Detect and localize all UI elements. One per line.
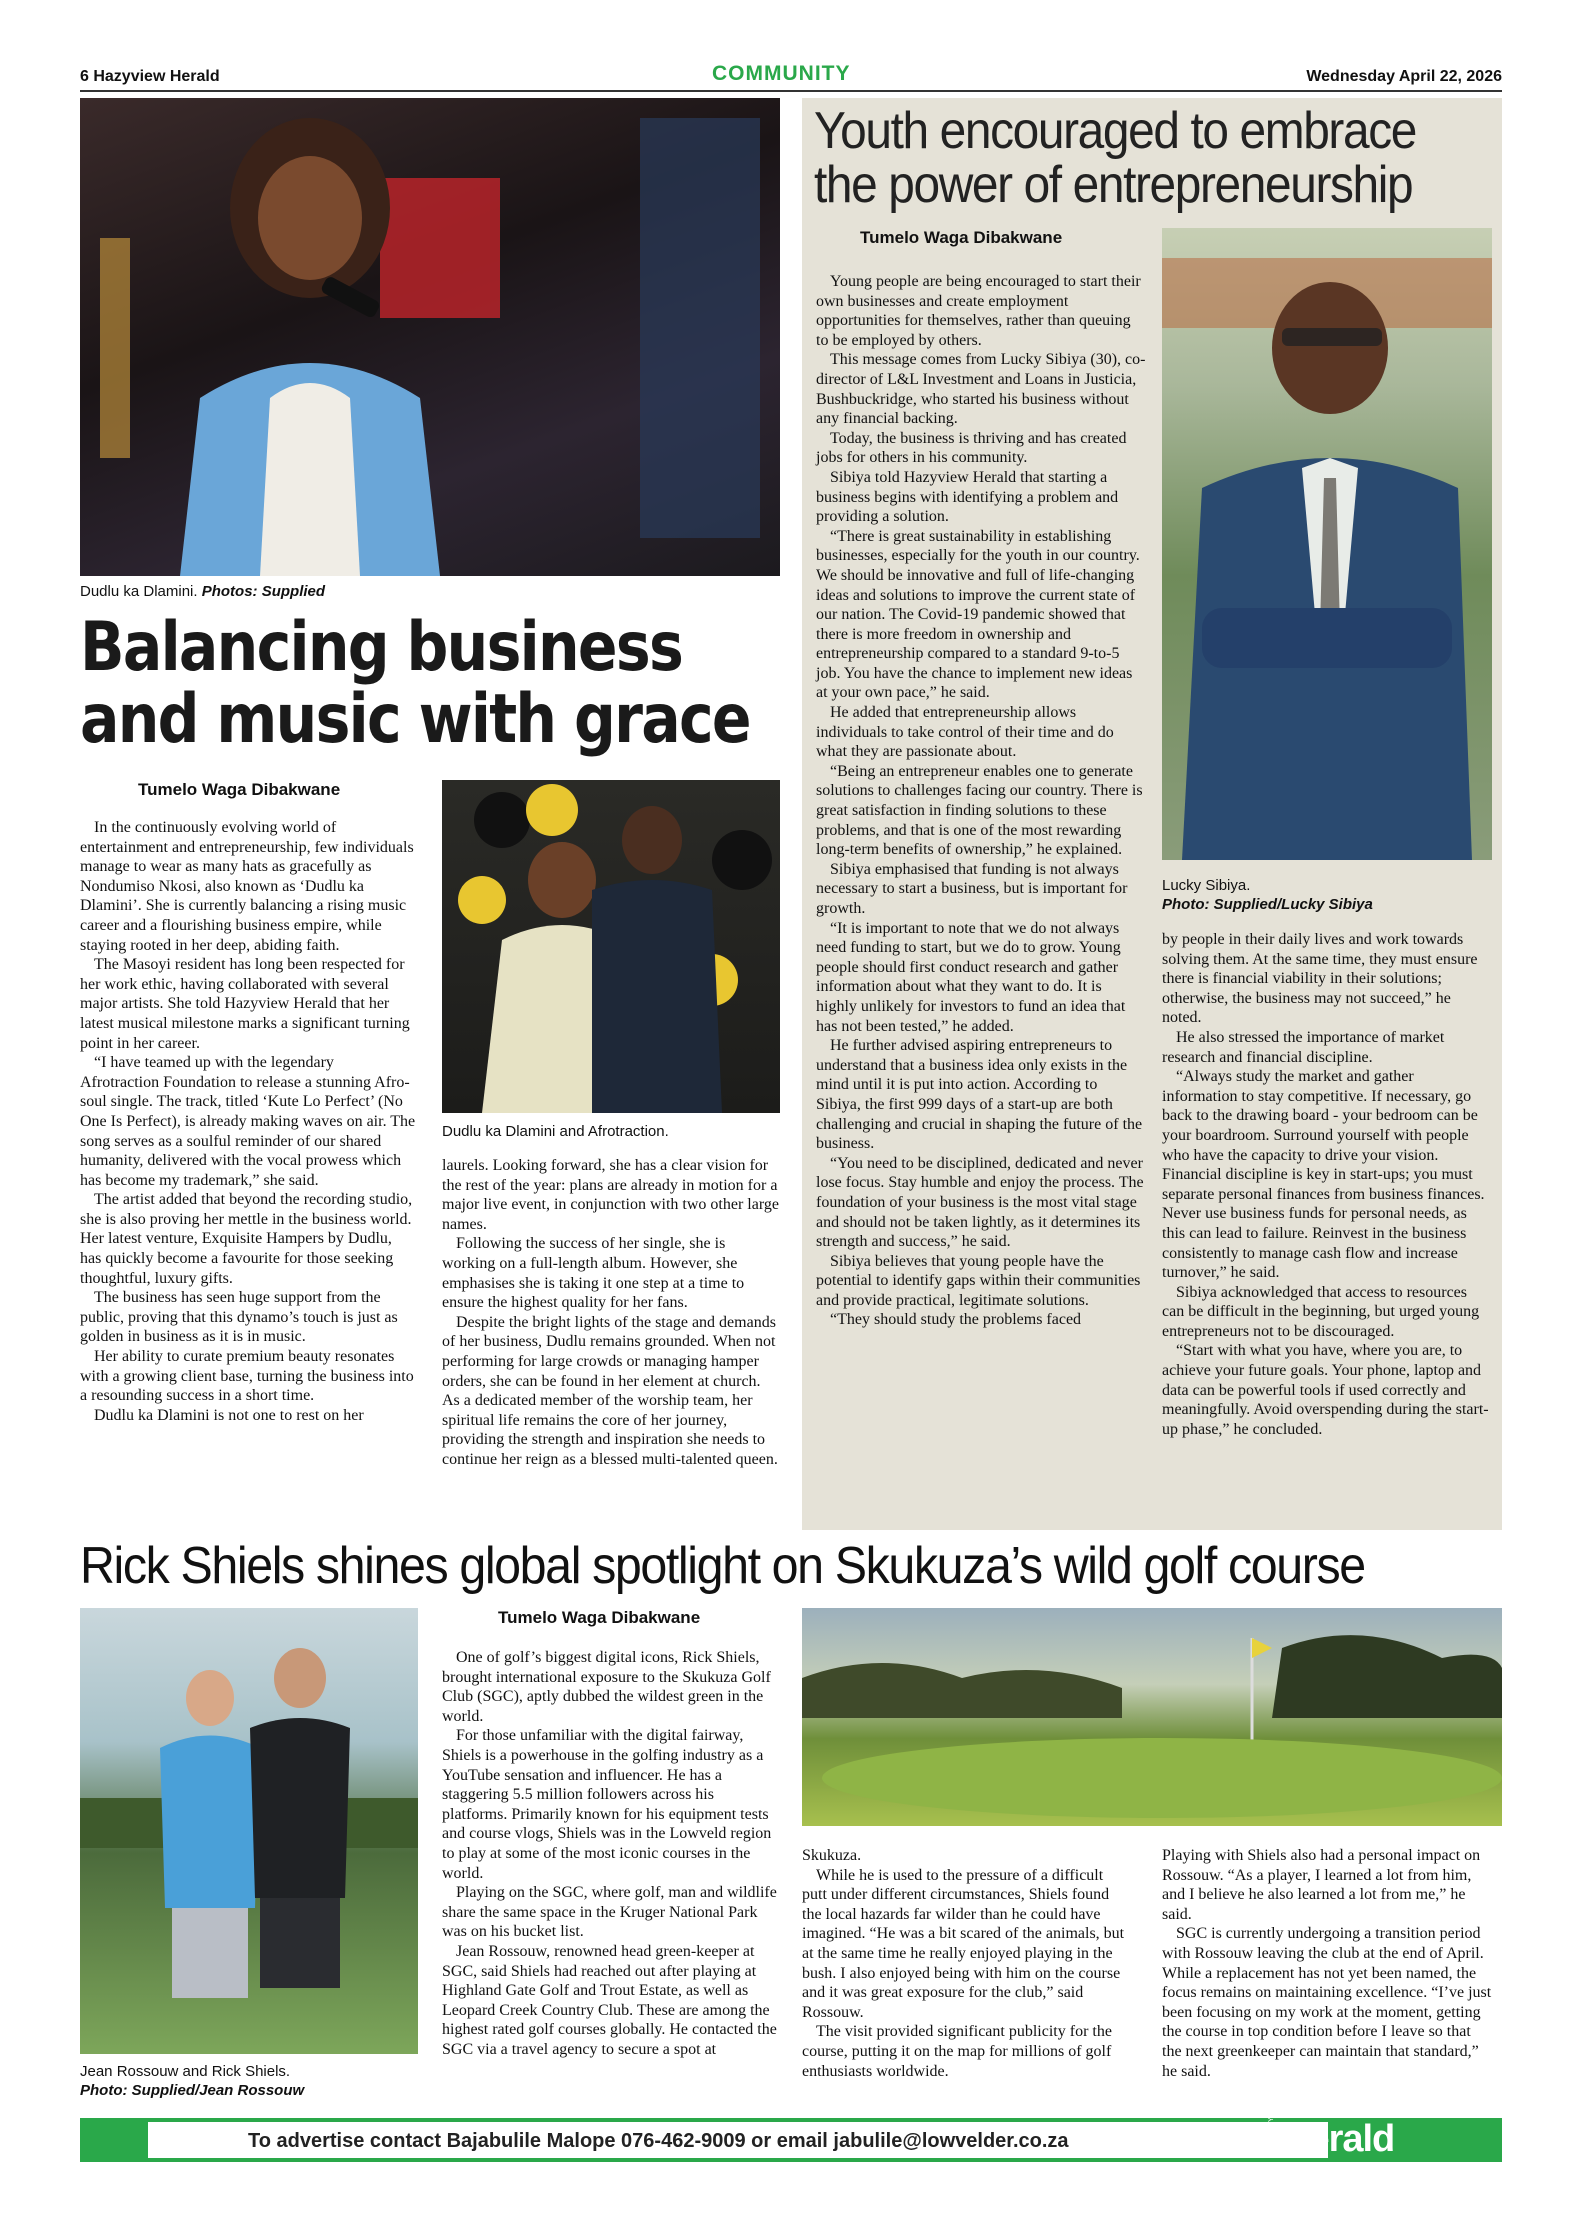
golfers-photo (80, 1608, 418, 2054)
lucky-sibiya-photo (1162, 228, 1492, 860)
photo-credit: Photo: Supplied/Lucky Sibiya (1162, 896, 1373, 913)
paragraph: “There is great sustainability in establishing businesses, especially for the youth in our country. We should be innovative and full of life-changing ideas and solutions to improve the current state of our nation. The Covid-19 pandemic showed that there is more freedom in ownership and entrepreneurship compared to a standard 9-to-5 job. You have the chance to implement new ideas at your own pace,” he said. (816, 527, 1140, 702)
paragraph: “You need to be disciplined, dedicated and never lose focus. Stay humble and enjoy the process. The foundation of your business is the most vital stage and should not be taken lightly, as it determines its strength and success,” he said. (816, 1154, 1144, 1251)
paragraph: Playing with Shiels also had a personal impact on Rossouw. “As a player, I learned a lot from him, and I believe he also learned a lot from me,” he said. (1162, 1847, 1481, 1923)
paragraph: Today, the business is thriving and has created jobs for others in his community. (816, 429, 1127, 467)
paragraph: The Masoyi resident has long been respected for her work ethic, having collaborated with several major artists. She told Hazyview Herald that her latest musical milestone marks a significant turning point in her career. (80, 956, 410, 1052)
youth-headline: Youth encouraged to embrace the power of entrepreneurship (814, 102, 1416, 214)
paragraph: Sibiya acknowledged that access to resources can be difficult in the beginning, but urged young entrepreneurs not to be discouraged. (1162, 1283, 1480, 1340)
lucky-sibiya-caption: Lucky Sibiya. Photo: Supplied/Lucky Sibiya (1162, 877, 1373, 913)
paragraph: “Start with what you have, where you are, to achieve your future goals. Your phone, laptop and data can be powerful tools if used correctly and meaningfully. Avoid overspending during the start-up phase,” he concluded. (1162, 1342, 1489, 1438)
paragraph: “Always study the market and gather information to stay competitive. If necessary, go back to the drawing board - your bedroom can be your boardroom. Surround yourself with people who have the capacity to drive your vision. Financial discipline is key in start-ups; you must separate personal finances from business finances. Never use business funds for personal needs, as this can lead to failure. Reinvest in the business consistently to manage cash flow and increase turnover,” he said. (1162, 1068, 1485, 1282)
paragraph: “Being an entrepreneur enables one to generate solutions to challenges facing our country. There is great satisfaction in finding solutions to these problems, and that is one of the most rewarding long-term benefits of ownership,” he explained. (816, 762, 1143, 859)
golf-headline: Rick Shiels shines global spotlight on Skukuza’s wild golf course (80, 1537, 1365, 1595)
dudlu-afrotraction-photo (442, 780, 780, 1113)
paragraph: Jean Rossouw, renowned head green-keeper at SGC, said Shiels had reached out after playing at Highland Gate Golf and Trout Estate, as well as Leopard Creek Country Club. These are among the highest rated golf courses globally. He contacted the SGC via a travel agency to secure a spot at (442, 1942, 777, 2058)
issue-date: Wednesday April 22, 2026 (1306, 68, 1502, 85)
logo-small-text: HAZYVIEW (1268, 2099, 1275, 2136)
paragraph: The business has seen huge support from the public, proving that this dynamo’s touch is just as golden in business as it is in music. (80, 1289, 398, 1346)
paragraph: One of golf’s biggest digital icons, Rick Shiels, brought international exposure to the Skukuza Golf Club (SGC), aptly dubbed the wildest green in the world. (442, 1649, 771, 1725)
golf-course-photo (802, 1608, 1502, 1826)
golf-column-1 (442, 1648, 778, 2059)
paragraph: Sibiya believes that young people have the potential to identify gaps within their communities and provide practical, legitimate solutions. (816, 1252, 1141, 1309)
paragraph: While he is used to the pressure of a difficult putt under different circumstances, Shiels found the local hazards far wilder than he could have imagined. “He was a bit scared of the animals, but at the same time he really enjoyed playing in the bush. I also enjoyed being with him on the course and it was great exposure for the club,” said Rossouw. (802, 1866, 1125, 2021)
photo-credit: Photo: Supplied/Jean Rossouw (80, 2082, 305, 2099)
paragraph: Playing on the SGC, where golf, man and wildlife share the same space in the Kruger National Park was on his bucket list. (442, 1884, 777, 1941)
paragraph: In the continuously evolving world of entertainment and entrepreneurship, few individuals manage to wear as many hats as gracefully as Nondumiso Nkosi, also known as ‘Dudlu ka Dlamini’. She is currently balancing a rising music career and a flourishing business empire, while staying rooted in her deep, abiding faith. (80, 819, 414, 954)
paragraph: laurels. Looking forward, she has a clear vision for the rest of the year: plans are already in motion for a major live event, in conjunction with two other large names. (442, 1157, 779, 1233)
paragraph: He also stressed the importance of market research and financial discipline. (1162, 1028, 1445, 1066)
golf-column-2 (802, 1846, 1132, 2081)
page-label: 6 Hazyview Herald (80, 68, 220, 85)
paragraph: Dudlu ka Dlamini is not one to rest on her (94, 1406, 364, 1424)
golf-byline: Tumelo Waga Dibakwane (498, 1608, 701, 1627)
paragraph: Young people are being encouraged to start their own businesses and create employment opportunities for themselves, rather than queuing to be employed by others. (816, 273, 1141, 349)
paragraph: Sibiya emphasised that funding is not always necessary to start a business, but is important for growth. (816, 860, 1128, 917)
paragraph: “It is important to note that we do not always need funding to start, but we do to grow. Young people should first conduct research and gather information about what they want to do. It is highly unlikely for investors to fund an idea that has not been tested,” he added. (816, 919, 1126, 1035)
logo-text: Herald (1282, 2118, 1395, 2160)
paragraph: SGC is currently undergoing a transition period with Rossouw leaving the club at the end of April. While a replacement has not yet been named, the focus remains on maintaining excellence. “I’ve just been focusing on my work at the moment, getting the course in top condition before I leave so that the next greenkeeper can maintain that standard,” he said. (1162, 1925, 1492, 2080)
youth-column-2 (1162, 930, 1492, 1439)
golf-column-3 (1162, 1846, 1492, 2081)
footer-ad-text: To advertise contact Bajabulile Malope 076-462-9009 or email jabulile@lowvelder.co.za (248, 2130, 1069, 2152)
dudlu-afrotraction-caption: Dudlu ka Dlamini and Afrotraction. (442, 1123, 669, 1140)
paragraph: by people in their daily lives and work towards solving them. At the same time, they must ensure there is financial viability in their solutions; otherwise, the business may not succeed,” he noted. (1162, 931, 1478, 1027)
paragraph: This message comes from Lucky Sibiya (30), co-director of L&L Investment and Loans in Justicia, Bushbuckridge, who started his business without any financial backing. (816, 351, 1146, 428)
paragraph: Sibiya told Hazyview Herald that starting a business begins with identifying a problem and providing a solution. (816, 468, 1119, 526)
paragraph: “They should study the problems faced (830, 1311, 1082, 1329)
paragraph: “I have teamed up with the legendary Afrotraction Foundation to release a stunning Afro-soul single. The track, titled ‘Kute Lo Perfect’ (No One Is Perfect), is already making waves on air. The song serves as a soulful reminder of our shared humanity, delivered with the vocal prowess which has become my trademark,” she said. (80, 1054, 416, 1189)
paragraph: He added that entrepreneurship allows individuals to take control of their time and do what they are passionate about. (816, 704, 1114, 761)
section-label: COMMUNITY (712, 62, 851, 85)
music-headline: Balancing business and music with grace (80, 608, 750, 759)
singer-photo-caption: Dudlu ka Dlamini. Photos: Supplied (80, 583, 326, 600)
photo-credit: Photos: Supplied (201, 583, 326, 600)
youth-byline: Tumelo Waga Dibakwane (860, 228, 1063, 247)
header-rule (80, 90, 1502, 92)
youth-column-1 (816, 272, 1146, 1330)
paragraph: Skukuza. (802, 1847, 862, 1864)
golfers-caption: Jean Rossouw and Rick Shiels. Photo: Supplied/Jean Rossouw (80, 2063, 305, 2099)
music-byline: Tumelo Waga Dibakwane (138, 780, 341, 799)
herald-logo (1268, 2099, 1420, 2162)
paragraph: He further advised aspiring entrepreneurs to understand that a business idea only exists in the mind until it is put into action. According to Sibiya, the first 999 days of a start-up are both challenging and crucial in shaping the future of the business. (816, 1037, 1143, 1153)
paragraph: Following the success of her single, she is working on a full-length album. However, she emphasises she is taking it one step at a time to ensure the highest quality for her fans. (442, 1235, 745, 1312)
paragraph: Despite the bright lights of the stage and demands of her business, Dudlu remains grounded. When not performing for large crowds or managing hamper orders, she can be found in her element at church. As a dedicated member of the worship team, her spiritual life remains the core of her journey, providing the strength and inspiration she needs to continue her reign as a blessed multi-talented queen. (442, 1313, 778, 1468)
paragraph: The visit provided significant publicity for the course, putting it on the map for millions of golf enthusiasts worldwide. (802, 2023, 1112, 2080)
paragraph: For those unfamiliar with the digital fairway, Shiels is a powerhouse in the golfing industry as a YouTube sensation and influencer. He has a staggering 5.5 million followers across his platforms. Primarily known for his equipment tests and course vlogs, Shiels was in the Lowveld region to play at some of the most iconic courses in the world. (442, 1727, 772, 1882)
music-column-1 (80, 818, 416, 1425)
paragraph: Her ability to curate premium beauty resonates with a growing client base, turning the business into a resounding success in a short time. (80, 1348, 414, 1405)
paragraph: The artist added that beyond the recording studio, she is also proving her mettle in the business world. Her latest venture, Exquisite Hampers by Dudlu, has quickly become a favourite for those seeking thoughtful, luxury gifts. (80, 1191, 413, 1287)
singer-photo (80, 98, 780, 576)
music-column-2 (442, 1156, 780, 1470)
